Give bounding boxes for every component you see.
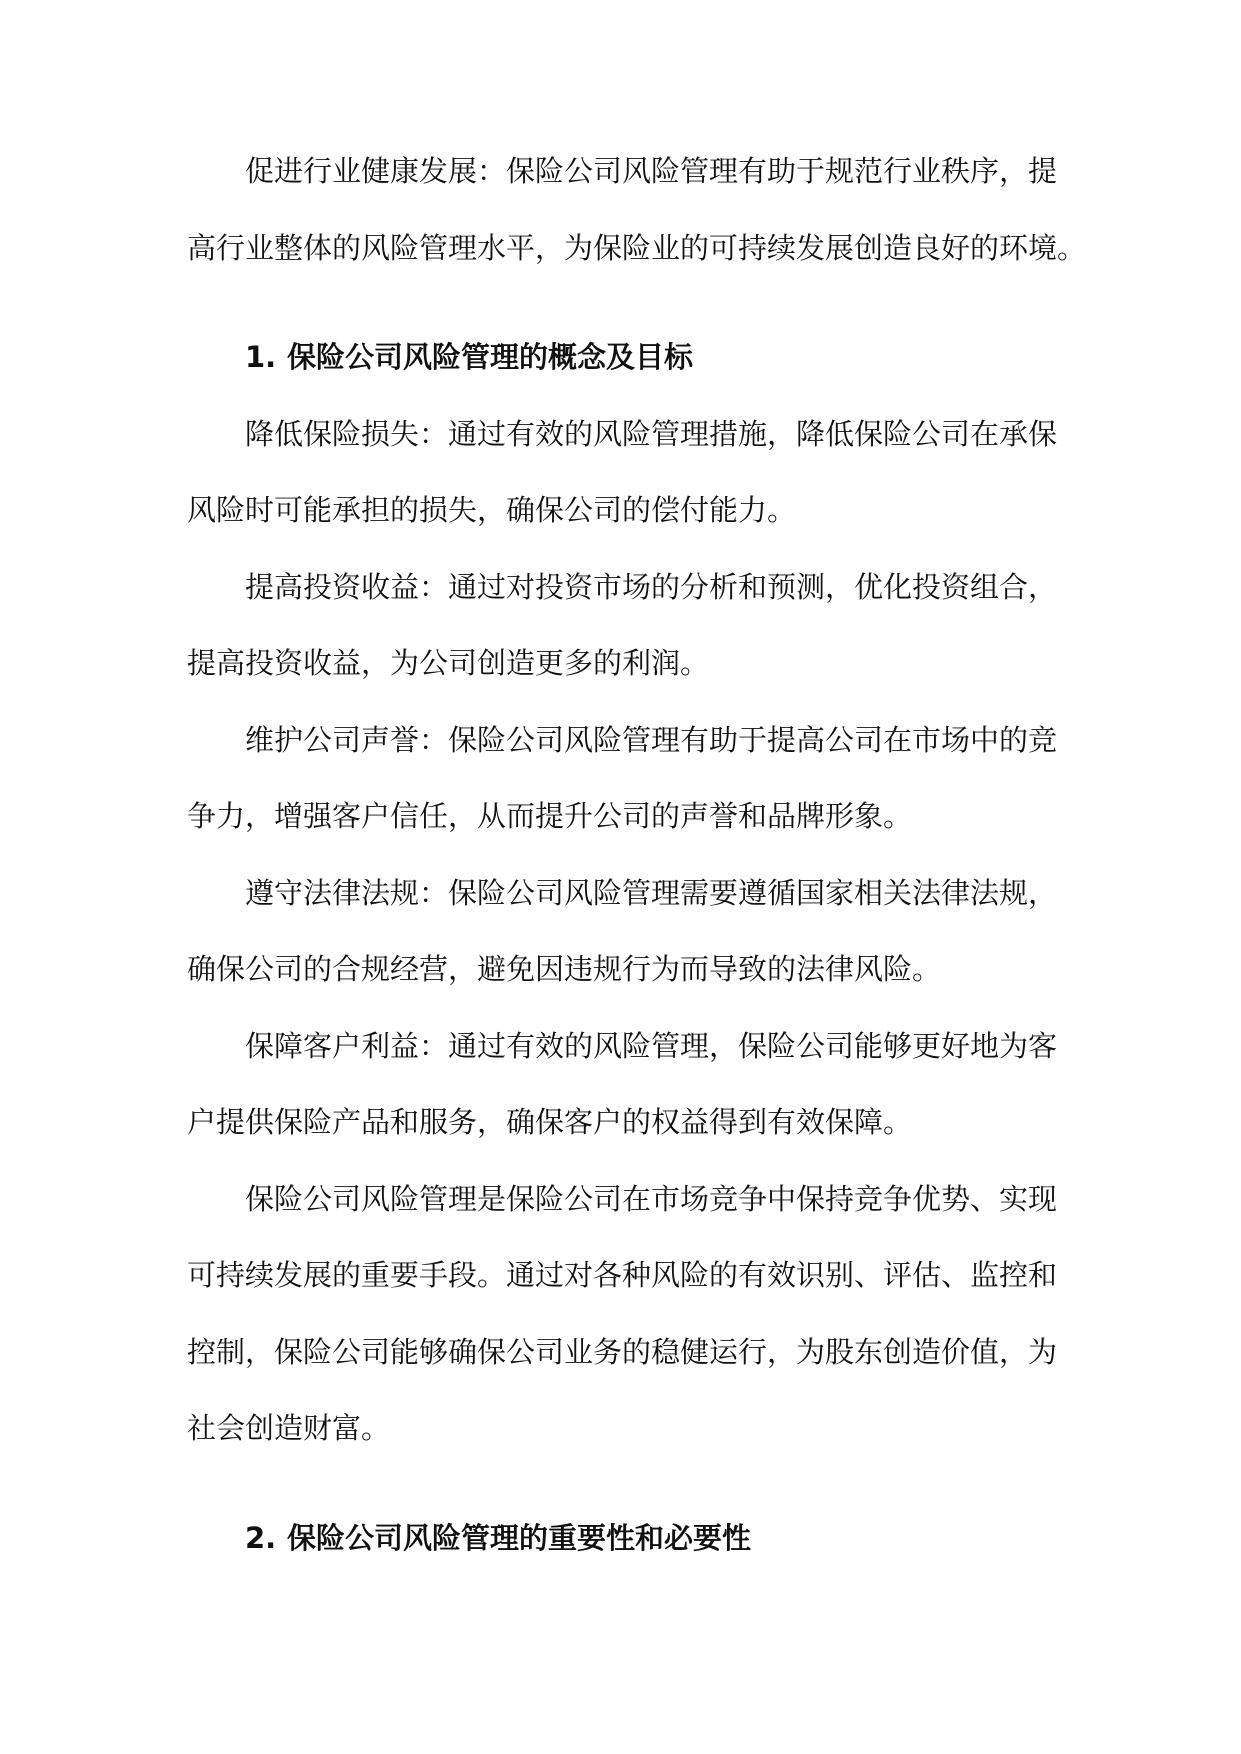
paragraph-summary <box>187 1161 1058 1467</box>
text-line: 保障客户利益：通过有效的风险管理，保险公司能够更好地为客 <box>245 1028 1058 1063</box>
text-line: 提高投资收益，为公司创造更多的利润。 <box>187 646 710 680</box>
text-line: 维护公司声誉：保险公司风险管理有助于提高公司在市场中的竞 <box>245 722 1058 757</box>
document-page <box>187 133 1087 1576</box>
heading-title: 保险公司风险管理的概念及目标 <box>287 340 694 374</box>
paragraph-reduce-losses <box>187 396 1058 549</box>
section-heading-1 <box>187 319 1055 396</box>
heading-title: 保险公司风险管理的重要性和必要性 <box>287 1520 752 1555</box>
text-line: 控制，保险公司能够确保公司业务的稳健运行，为股东创造价值，为 <box>187 1334 1058 1369</box>
heading-number: 1. <box>245 340 277 374</box>
text-line: 保险公司风险管理是保险公司在市场竞争中保持竞争优势、实现 <box>245 1181 1058 1216</box>
section-heading-2 <box>187 1500 1055 1577</box>
text-line: 可持续发展的重要手段。通过对各种风险的有效识别、评估、监控和 <box>187 1258 1058 1292</box>
text-line: 提高投资收益：通过对投资市场的分析和预测，优化投资组合， <box>245 569 1058 604</box>
text-line: 确保公司的合规经营，避免因违规行为而导致的法律风险。 <box>187 952 942 986</box>
paragraph-industry-development <box>187 133 1087 286</box>
text-line: 社会创造财富。 <box>187 1411 391 1445</box>
paragraph-customer-interests <box>187 1008 1058 1161</box>
text-line: 风险时可能承担的损失，确保公司的偿付能力。 <box>187 493 797 527</box>
paragraph-reputation <box>187 702 1058 855</box>
text-line: 遵守法律法规：保险公司风险管理需要遵循国家相关法律法规， <box>245 875 1058 910</box>
paragraph-compliance <box>187 855 1058 1008</box>
heading-number: 2. <box>245 1520 277 1555</box>
text-line: 促进行业健康发展：保险公司风险管理有助于规范行业秩序，提 <box>245 154 1058 188</box>
text-line: 高行业整体的风险管理水平，为保险业的可持续发展创造良好的环境。 <box>187 230 1087 265</box>
text-line: 户提供保险产品和服务，确保客户的权益得到有效保障。 <box>187 1105 913 1139</box>
text-line: 降低保险损失：通过有效的风险管理措施，降低保险公司在承保 <box>245 416 1058 451</box>
text-line: 争力，增强客户信任，从而提升公司的声誉和品牌形象。 <box>187 799 913 833</box>
paragraph-investment-returns <box>187 549 1058 702</box>
